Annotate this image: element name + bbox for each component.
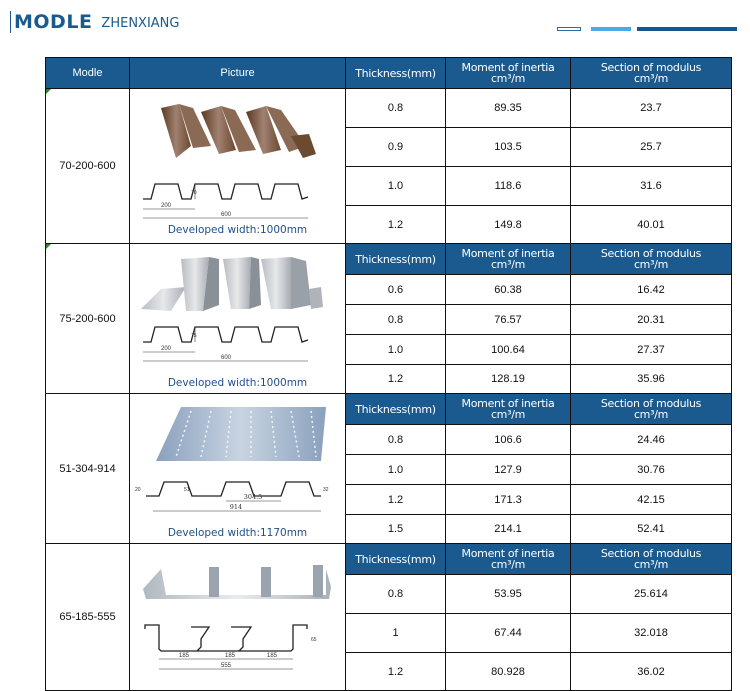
thickness-cell: 1.2 — [346, 206, 446, 244]
model-cell: 65-185-555 — [46, 544, 130, 691]
moment-cell: 214.1 — [446, 515, 571, 544]
svg-text:32: 32 — [322, 486, 329, 493]
thickness-cell: 1.5 — [346, 515, 446, 544]
col-header-picture: Picture — [130, 58, 346, 89]
page-subtitle: ZHENXIANG — [101, 15, 180, 31]
col-header-thickness: Thickness(mm) — [346, 544, 446, 575]
section-cell: 35.96 — [571, 365, 732, 394]
section-cell: 42.15 — [571, 485, 732, 515]
moment-cell: 53.95 — [446, 575, 571, 614]
moment-cell: 127.9 — [446, 455, 571, 485]
thickness-cell: 0.9 — [346, 128, 446, 167]
thickness-cell: 0.6 — [346, 275, 446, 305]
section-cell: 24.46 — [571, 425, 732, 455]
thickness-cell: 1.0 — [346, 455, 446, 485]
moment-cell: 76.57 — [446, 305, 571, 335]
col-header-moment: Moment of inertia cm³/m — [446, 58, 571, 89]
section-cell: 27.37 — [571, 335, 732, 365]
moment-cell: 106.6 — [446, 425, 571, 455]
page-header — [10, 10, 179, 34]
comment-marker — [46, 244, 51, 249]
col-header-thickness: Thickness(mm) — [346, 244, 446, 275]
section-cell: 32.018 — [571, 614, 732, 653]
svg-text:200: 200 — [160, 345, 171, 352]
svg-text:600: 600 — [220, 354, 231, 361]
decor-bar-outline — [557, 27, 581, 31]
thickness-cell: 1 — [346, 614, 446, 653]
svg-text:70: 70 — [190, 190, 197, 196]
col-header-section: Section of modulus cm³/m — [571, 394, 732, 425]
decor-bar-dark — [637, 27, 737, 31]
moment-cell: 171.3 — [446, 485, 571, 515]
developed-width-caption: Developed width:1170mm — [167, 526, 308, 539]
thickness-cell: 1.2 — [346, 485, 446, 515]
svg-text:65: 65 — [310, 637, 317, 643]
model-cell: 51-304-914 — [46, 394, 130, 544]
thickness-cell: 1.0 — [346, 167, 446, 206]
decor-bar-light — [591, 27, 631, 31]
col-header-thickness: Thickness(mm) — [346, 394, 446, 425]
svg-text:600: 600 — [220, 212, 231, 218]
thickness-cell: 1.2 — [346, 365, 446, 394]
moment-cell: 67.44 — [446, 614, 571, 653]
section-cell: 25.614 — [571, 575, 732, 614]
section-cell: 52.41 — [571, 515, 732, 544]
col-header-moment: Moment of inertia cm³/m — [446, 394, 571, 425]
svg-text:75: 75 — [190, 332, 197, 339]
svg-text:185: 185 — [178, 653, 189, 659]
svg-text:20: 20 — [134, 486, 141, 493]
picture-cell — [130, 394, 346, 544]
spec-table — [45, 57, 732, 691]
picture-cell — [130, 89, 346, 244]
moment-cell: 128.19 — [446, 365, 571, 394]
svg-text:185: 185 — [266, 653, 277, 659]
thickness-cell: 1.0 — [346, 335, 446, 365]
thickness-cell: 0.8 — [346, 425, 446, 455]
moment-cell: 100.64 — [446, 335, 571, 365]
thickness-cell: 0.8 — [346, 575, 446, 614]
section-cell: 31.6 — [571, 167, 732, 206]
thickness-cell: 0.8 — [346, 305, 446, 335]
page-title: MODLE — [14, 11, 93, 33]
svg-text:51: 51 — [183, 486, 190, 493]
col-header-thickness: Thickness(mm) — [346, 58, 446, 89]
table-subheader-row — [46, 544, 732, 575]
deck-profile-image — [131, 399, 345, 527]
svg-text:185: 185 — [224, 653, 235, 659]
table-subheader-row — [46, 244, 732, 275]
section-cell: 30.76 — [571, 455, 732, 485]
moment-cell: 103.5 — [446, 128, 571, 167]
dim-label: 200 — [160, 203, 171, 209]
deck-profile-image — [131, 249, 345, 377]
moment-cell: 149.8 — [446, 206, 571, 244]
svg-text:555: 555 — [220, 663, 231, 669]
thickness-cell: 1.2 — [346, 653, 446, 691]
svg-text:914: 914 — [229, 502, 242, 511]
picture-cell — [130, 244, 346, 394]
thickness-cell: 0.8 — [346, 89, 446, 128]
col-header-model: Modle — [46, 58, 130, 89]
section-cell: 40.01 — [571, 206, 732, 244]
col-header-moment: Moment of inertia cm³/m — [446, 244, 571, 275]
moment-cell: 118.6 — [446, 167, 571, 206]
col-header-section: Section of modulus cm³/m — [571, 58, 732, 89]
section-cell: 25.7 — [571, 128, 732, 167]
moment-cell: 89.35 — [446, 89, 571, 128]
section-cell: 36.02 — [571, 653, 732, 691]
title-accent-rule — [10, 11, 11, 33]
developed-width-caption: Developed width:1000mm — [167, 376, 308, 389]
section-cell: 23.7 — [571, 89, 732, 128]
table-header-row — [46, 58, 732, 89]
table-row — [46, 89, 732, 128]
col-header-section: Section of modulus cm³/m — [571, 244, 732, 275]
model-cell: 70-200-600 — [46, 89, 130, 244]
table-subheader-row — [46, 394, 732, 425]
developed-width-caption: Developed width:1000mm — [167, 224, 308, 236]
moment-cell: 80.928 — [446, 653, 571, 691]
deck-profile-image — [131, 96, 345, 224]
picture-cell — [130, 544, 346, 691]
comment-marker — [46, 89, 51, 94]
svg-text:304.5: 304.5 — [243, 492, 262, 501]
moment-cell: 60.38 — [446, 275, 571, 305]
section-cell: 16.42 — [571, 275, 732, 305]
model-cell: 75-200-600 — [46, 244, 130, 394]
col-header-section: Section of modulus cm³/m — [571, 544, 732, 575]
section-cell: 20.31 — [571, 305, 732, 335]
col-header-moment: Moment of inertia cm³/m — [446, 544, 571, 575]
deck-profile-image — [131, 547, 345, 687]
